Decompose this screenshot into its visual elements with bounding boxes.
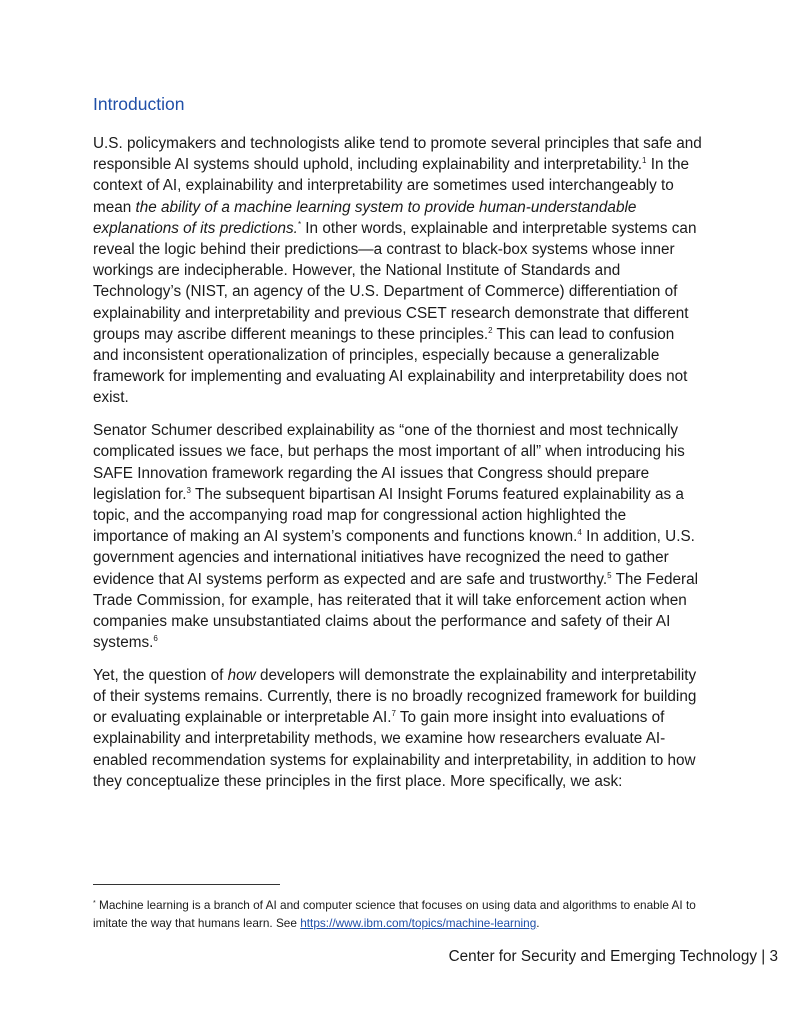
p3-text-1: Yet, the question of — [93, 666, 228, 684]
section-heading: Introduction — [93, 94, 185, 114]
p1-text-2: In the context of AI, explainability and interpretability are sometimes used interchangeably to mean — [93, 156, 690, 216]
p1-emphasis: the ability of a machine learning system to provide human-understandable explanations of its predictions. — [93, 198, 637, 237]
footnote-ref-1[interactable]: 1 — [642, 156, 647, 166]
footnote-ref-5[interactable]: 5 — [607, 570, 612, 580]
p3-text-3: To gain more insight into evaluations of explainability and interpretability methods, we examine how researchers evaluate AI-enabled recommendation systems for explainability and interpretability, in addition to how they conceptualize these principles in the first place. More specifically, we ask: — [93, 709, 696, 790]
footnote-end: . — [536, 916, 540, 930]
footnote-link[interactable]: https://www.ibm.com/topics/machine-learning — [300, 916, 537, 930]
footnote-ref-7[interactable]: 7 — [391, 709, 396, 719]
page-footer — [449, 948, 778, 966]
page-number: 3 — [769, 948, 778, 965]
p3-text-2: developers will demonstrate the explainability and interpretability of their systems remains. Currently, there is no broadly recognized framework for building or evaluating explainable or interpretable AI. — [93, 666, 697, 727]
footer-separator: | — [757, 948, 770, 965]
footnote-ref-6[interactable]: 6 — [153, 634, 158, 644]
body-text — [93, 133, 703, 804]
p2-text-2: The subsequent bipartisan AI Insight Forums featured explainability as a topic, and the accompanying road map for congressional action highlighted the importance of making an AI system’s components and functions known. — [93, 485, 684, 546]
footnote-ref-3[interactable]: 3 — [186, 485, 191, 495]
paragraph-3 — [93, 665, 703, 792]
p3-emphasis: how — [227, 666, 256, 684]
footnote-ref-2[interactable]: 2 — [488, 325, 493, 335]
p1-text-3: In other words, explainable and interpretable systems can reveal the logic behind their predictions—a contrast to black-box systems whose inner workings are indecipherable. However, the National Institute of Standards and Technology’s (NIST, an agency of the U.S. Department of Commerce) differentiation of explainability and interpretability and previous CSET research demonstrate that different groups may ascribe different meanings to these principles. — [93, 219, 697, 343]
footnote-divider — [93, 884, 280, 885]
paragraph-2 — [93, 420, 703, 653]
footnote-ref-star[interactable]: * — [297, 219, 302, 229]
p1-text-1: U.S. policymakers and technologists alike tend to promote several principles that safe and responsible AI systems should uphold, including explainability and interpretability. — [93, 135, 702, 174]
footnote-mark: * — [93, 900, 96, 907]
paragraph-1 — [93, 133, 703, 409]
p2-text-4: The Federal Trade Commission, for example, has reiterated that it will take enforcement action when companies make unsubstantiated claims about the performance and safety of their AI systems. — [93, 570, 699, 652]
footnote — [93, 896, 703, 932]
p1-text-4: This can lead to confusion and inconsistent operationalization of principles, especially because a generalizable framework for implementing and evaluating AI explainability and interpretability does not exist. — [93, 325, 688, 407]
footnote-text: Machine learning is a branch of AI and computer science that focuses on using data and algorithms to enable AI to imitate the way that humans learn. See — [93, 898, 696, 930]
footnote-ref-4[interactable]: 4 — [577, 528, 582, 538]
footer-org: Center for Security and Emerging Technology — [448, 948, 757, 965]
p2-text-3: In addition, U.S. government agencies and international initiatives have recognized the need to gather evidence that AI systems perform as expected and are safe and trustworthy. — [93, 528, 695, 588]
p2-text-1: Senator Schumer described explainability as “one of the thorniest and most technically complicated issues we face, but perhaps the most important of all” when introducing his SAFE Innovation framework regarding the AI issues that Congress should prepare legislation for. — [93, 422, 685, 503]
